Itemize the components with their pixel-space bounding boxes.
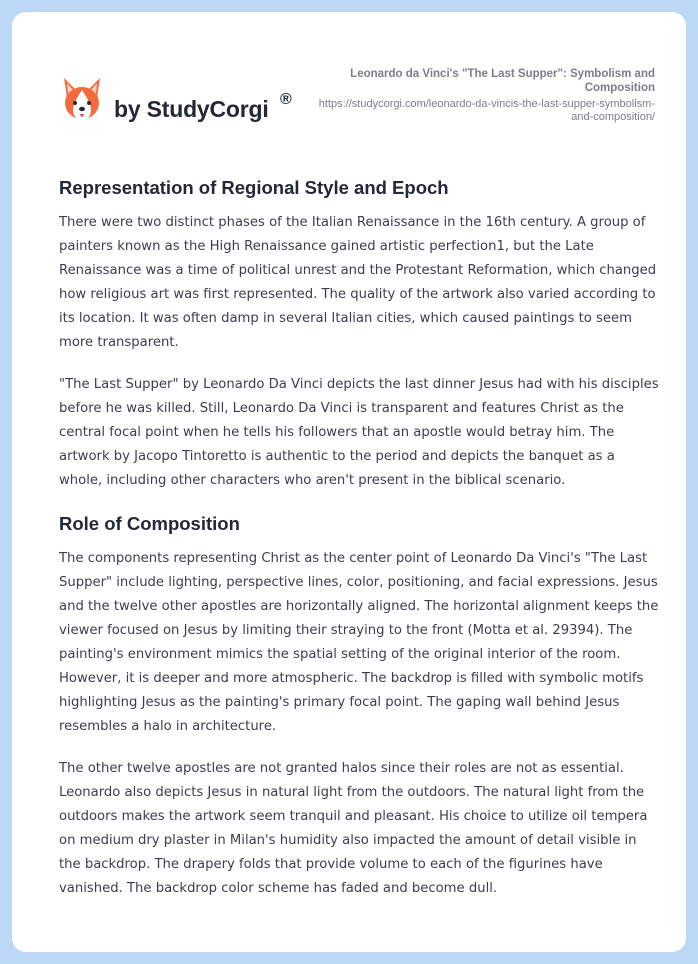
paragraph: The components representing Christ as the center point of Leonardo Da Vinci's "The Last Supper" include lighting, perspective lines, color, positioning, and facial expressions. Jesus and the twelve other apostles are horizontally aligned. The horizontal alignment keeps the viewer focused on Jesus by limiting their straying to the front (Motta et al. 29394). The painting's environment mimics the spatial setting of the original interior of the room. However, it is deeper and more atmospheric. The backdrop is filled with symbolic motifs highlighting Jesus as the painting's primary focal point. The gaping wall behind Jesus resembles a halo in architecture. <box>59 551 659 734</box>
corgi-logo-icon <box>61 76 103 124</box>
article-body <box>59 175 659 901</box>
section-heading: Representation of Regional Style and Epoch <box>59 177 449 198</box>
registered-mark: ® <box>280 91 292 108</box>
document-header <box>315 67 655 124</box>
section-heading: Role of Composition <box>59 513 240 534</box>
document-title: Leonardo da Vinci's "The Last Supper": Symbolism and Composition <box>350 68 655 94</box>
logo-text: by StudyCorgi <box>114 96 269 122</box>
document-page <box>12 12 686 952</box>
document-url[interactable]: https://studycorgi.com/leonardo-da-vincis-the-last-supper-symbolism-and-composition/ <box>318 98 655 123</box>
paragraph: The other twelve apostles are not granted halos since their roles are not as essential. Leonardo also depicts Jesus in natural light from the outdoors. The natural light from the outdoors makes the artwork seem tranquil and pleasant. His choice to utilize oil tempera on medium dry plaster in Milan's humidity also impacted the amount of detail visible in the backdrop. The drapery folds that provide volume to each of the figurines have vanished. The backdrop color scheme has faded and become dull. <box>59 761 648 896</box>
studycorgi-logo[interactable] <box>61 74 311 144</box>
paragraph: There were two distinct phases of the Italian Renaissance in the 16th century. A group of painters known as the High Renaissance gained artistic perfection1, but the Late Renaissance was a time of political unrest and the Protestant Reformation, which changed how religious art was first represented. The quality of the artwork also varied according to its location. It was often damp in several Italian cities, which caused paintings to seem more transparent. <box>59 215 657 350</box>
paragraph: "The Last Supper" by Leonardo Da Vinci depicts the last dinner Jesus had with his disciples before he was killed. Still, Leonardo Da Vinci is transparent and features Christ as the central focal point when he tells his followers that an apostle would betray him. The artwork by Jacopo Tintoretto is authentic to the period and depicts the banquet as a whole, including other characters who aren't present in the biblical scenario. <box>59 377 659 488</box>
